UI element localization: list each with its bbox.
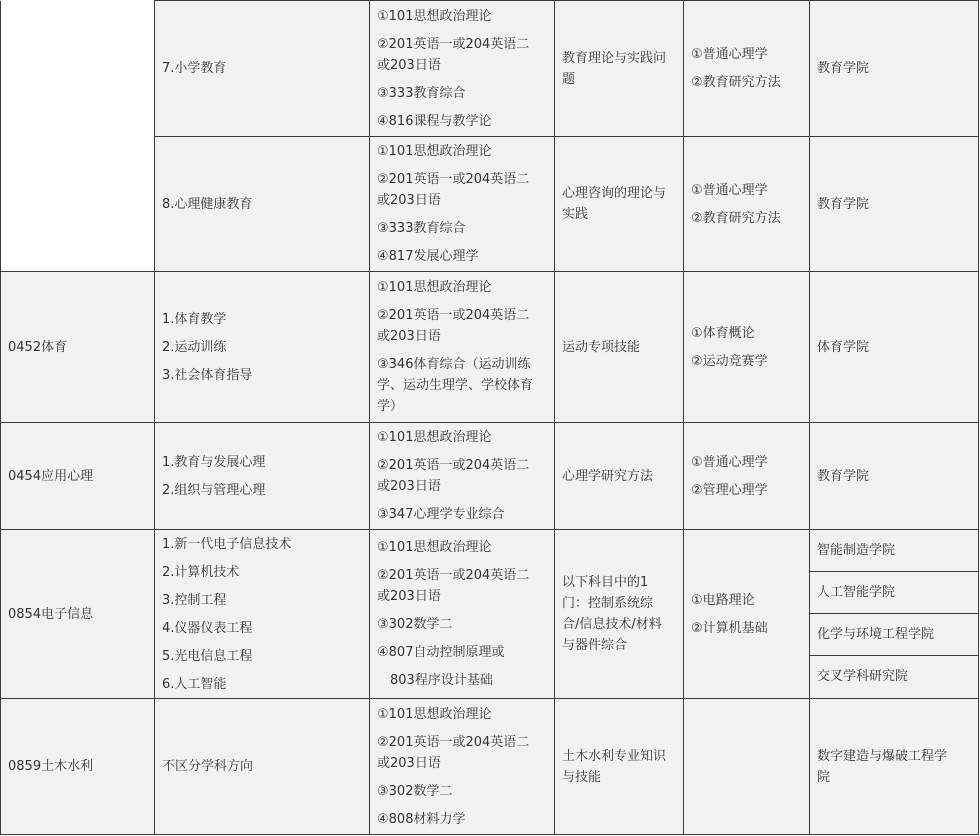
exam-subject: ①101思想政治理论 [377, 8, 492, 24]
extra-exam-cell: ①电路理论 ②计算机基础 [684, 530, 810, 699]
college-cell: 教育学院 [810, 137, 979, 272]
exam-subjects-cell: ①101思想政治理论 ②201英语一或204英语二 或203日语 ③333教育综合 ④817发展心理学 [370, 137, 555, 272]
direction-item: 8.心理健康教育 [162, 196, 253, 212]
major-code-cell: 0854电子信息 [1, 530, 155, 699]
retest-subject-cell: 土木水利专业知识 与技能 [555, 699, 684, 835]
college-cell: 体育学院 [810, 272, 979, 423]
table-row [1, 699, 979, 835]
extra-exam-cell: ①普通心理学 ②教育研究方法 [684, 1, 810, 137]
college-cell: 数字建造与爆破工程学 院 [810, 699, 979, 835]
major-code-cell: 0454应用心理 [1, 423, 155, 530]
extra-exam-cell [684, 699, 810, 835]
retest-subject-cell: 以下科目中的1 门：控制系统综 合/信息技术/材料 与器件综合 [555, 530, 684, 699]
direction-cell: 1.新一代电子信息技术 2.计算机技术 3.控制工程 4.仪器仪表工程 5.光电信息工程 6.人工智能 [155, 530, 370, 699]
exam-subject: ③333教育综合 [377, 85, 466, 101]
college-item: 交叉学科研究院 [817, 669, 909, 684]
exam-subjects-cell [370, 1, 555, 137]
table-row [1, 423, 979, 530]
exam-subjects-cell: ①101思想政治理论 ②201英语一或204英语二 或203日语 ③302数学二 ④808材料力学 [370, 699, 555, 835]
direction-cell: 1.体育教学 2.运动训练 3.社会体育指导 [155, 272, 370, 423]
table-row [1, 272, 979, 423]
college-cell: 教育学院 [810, 423, 979, 530]
college-item: 化学与环境工程学院 [810, 614, 978, 656]
college-cell: 教育学院 [810, 1, 979, 137]
exam-subjects-cell: ①101思想政治理论 ②201英语一或204英语二 或203日语 ③346体育综合（运动训练 学、运动生理学、学校体育 学） [370, 272, 555, 423]
direction-cell: 不区分学科方向 [155, 699, 370, 835]
major-code-cell [1, 1, 155, 272]
direction-item: 7.小学教育 [162, 61, 227, 76]
exam-subjects-cell: ①101思想政治理论 ②201英语一或204英语二 或203日语 ③302数学二 ④807自动控制原理或 803程序设计基础 [370, 530, 555, 699]
exam-subject: ②201英语一或204英语二 [377, 36, 530, 52]
extra-exam-cell: ①体育概论 ②运动竞赛学 [684, 272, 810, 423]
direction-cell [155, 1, 370, 137]
college-item: 人工智能学院 [810, 572, 978, 614]
retest-subject-cell: 心理咨询的理论与 实践 [555, 137, 684, 272]
extra-exam-cell: ①普通心理学 ②教育研究方法 [684, 137, 810, 272]
table-row [1, 1, 979, 137]
major-code-cell: 0452体育 [1, 272, 155, 423]
retest-subject-cell: 教育理论与实践问 题 [555, 1, 684, 137]
direction-cell: 1.教育与发展心理 2.组织与管理心理 [155, 423, 370, 530]
retest-subject-cell: 运动专项技能 [555, 272, 684, 423]
extra-exam-cell: ①普通心理学 ②管理心理学 [684, 423, 810, 530]
college-item: 智能制造学院 [810, 530, 978, 572]
table-row [1, 530, 979, 699]
retest-subject-cell: 心理学研究方法 [555, 423, 684, 530]
college-cell [810, 530, 979, 699]
exam-subject: ④816课程与教学论 [377, 113, 492, 129]
major-code-cell: 0859土木水利 [1, 699, 155, 835]
exam-subject: 或203日语 [377, 57, 441, 73]
exam-subjects-cell: ①101思想政治理论 ②201英语一或204英语二 或203日语 ③347心理学专业综合 [370, 423, 555, 530]
direction-cell [155, 137, 370, 272]
